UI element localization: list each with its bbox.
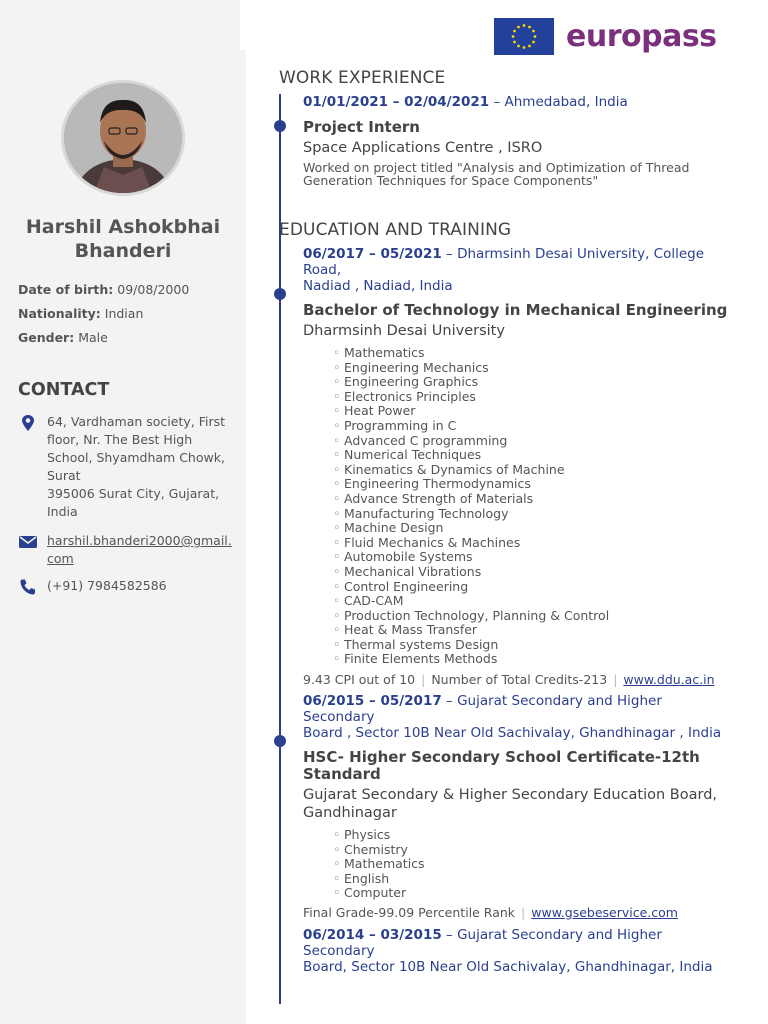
profile-name <box>0 215 246 263</box>
module-item: ◦ Control Engineering <box>333 580 733 595</box>
edu-grade: 9.43 CPI out of 10 <box>303 672 416 688</box>
edu-location-line: – Dharmsinh Desai University, College Road, <box>303 246 705 278</box>
nationality-row <box>18 306 143 321</box>
avatar <box>61 80 185 196</box>
location-icon <box>18 414 38 432</box>
gender-row <box>18 330 108 345</box>
work-desc-line: Generation Techniques for Space Components" <box>303 172 599 188</box>
gender-label: Gender: <box>18 330 75 345</box>
name-line-1: Harshil Ashokbhai <box>25 216 221 238</box>
date-range: 01/01/2021 – 02/04/2021 <box>303 94 490 110</box>
module-item: ◦ Physics <box>333 828 733 843</box>
edu-link[interactable]: www.gsebeservice.com <box>531 904 678 920</box>
work-role: Project Intern <box>303 118 420 136</box>
module-item: ◦ Manufacturing Technology <box>333 507 733 522</box>
edu-org: Dharmsinh Desai University <box>303 323 505 339</box>
edu-location-line: – Gujarat Secondary and Higher Secondary <box>303 927 662 959</box>
date-range: 06/2014 – 03/2015 <box>303 927 442 943</box>
separator: | <box>421 672 426 688</box>
module-item: ◦ English <box>333 872 733 887</box>
module-item: ◦ Electronics Principles <box>333 390 733 405</box>
edu-location-line: Board , Sector 10B Near Old Sachivalay, Ghandhinagar , India <box>303 725 722 741</box>
edu-link[interactable]: www.ddu.ac.in <box>623 672 715 688</box>
work-desc-line: Worked on project titled "Analysis and Optimization of Thread <box>303 160 690 175</box>
timeline-dot <box>274 735 286 747</box>
edu-degree-line: Standard <box>303 765 381 783</box>
address-line: 395006 Surat City, Gujarat, <box>47 486 220 501</box>
work-entry <box>303 94 733 187</box>
module-item: ◦ Numerical Techniques <box>333 448 733 463</box>
education-entry <box>303 927 733 975</box>
edu-date <box>303 246 733 294</box>
module-item: ◦ Chemistry <box>333 843 733 858</box>
separator: | <box>613 672 618 688</box>
timeline-dot <box>274 120 286 132</box>
eu-flag-icon <box>494 18 554 55</box>
nationality-value: Indian <box>104 306 144 321</box>
timeline-dot <box>274 288 286 300</box>
module-item: ◦ Mechanical Vibrations <box>333 565 733 580</box>
module-item: ◦ Fluid Mechanics & Machines <box>333 536 733 551</box>
dob-row <box>18 282 189 297</box>
edu-location-line: – Gujarat Secondary and Higher Secondary <box>303 693 662 725</box>
module-item: ◦ Engineering Graphics <box>333 375 733 390</box>
edu-meta <box>303 905 733 921</box>
date-range: 06/2015 – 05/2017 <box>303 693 442 709</box>
module-item: ◦ Engineering Mechanics <box>333 361 733 376</box>
module-list <box>333 828 733 901</box>
module-item: ◦ Thermal systems Design <box>333 638 733 653</box>
email-line: com <box>47 551 74 566</box>
email-link[interactable] <box>47 532 233 568</box>
module-list <box>333 346 733 667</box>
module-item: ◦ Engineering Thermodynamics <box>333 477 733 492</box>
section-title-education: EDUCATION AND TRAINING <box>279 220 512 240</box>
edu-degree <box>303 749 733 783</box>
module-item: ◦ Mathematics <box>333 346 733 361</box>
email-icon <box>18 533 38 551</box>
module-item: ◦ Kinematics & Dynamics of Machine <box>333 463 733 478</box>
module-item: ◦ Advanced C programming <box>333 434 733 449</box>
edu-location-line: Nadiad , Nadiad, India <box>303 278 453 294</box>
address-line: India <box>47 504 78 519</box>
phone-number: (+91) 7984582586 <box>47 578 167 593</box>
edu-org-line: Gujarat Secondary & Higher Secondary Education Board, <box>303 787 718 803</box>
dob-label: Date of birth: <box>18 282 114 297</box>
email-line: harshil.bhanderi2000@gmail. <box>47 533 232 548</box>
europass-wordmark: europass <box>566 19 717 54</box>
name-line-2: Bhanderi <box>74 240 172 262</box>
email-row <box>18 532 233 568</box>
education-entry <box>303 693 733 921</box>
europass-logo <box>494 18 717 56</box>
module-item: ◦ Programming in C <box>333 419 733 434</box>
edu-date <box>303 693 733 741</box>
education-entry <box>303 246 733 688</box>
edu-org-line: Gandhinagar <box>303 805 397 821</box>
address-line: floor, Nr. The Best High <box>47 432 193 447</box>
module-item: ◦ CAD-CAM <box>333 594 733 609</box>
edu-org <box>303 786 733 822</box>
edu-grade: Final Grade-99.09 Percentile Rank <box>303 904 516 920</box>
contact-title: CONTACT <box>18 380 110 400</box>
address-line: School, Shyamdham Chowk, <box>47 450 225 465</box>
edu-location-line: Board, Sector 10B Near Old Sachivalay, Ghandhinagar, India <box>303 959 713 975</box>
edu-date <box>303 927 733 975</box>
phone-row <box>18 577 233 595</box>
nationality-label: Nationality: <box>18 306 101 321</box>
edu-meta <box>303 672 733 688</box>
module-item: ◦ Finite Elements Methods <box>333 652 733 667</box>
work-date <box>303 94 733 110</box>
module-item: ◦ Production Technology, Planning & Control <box>333 609 733 624</box>
module-item: ◦ Automobile Systems <box>333 550 733 565</box>
dob-value: 09/08/2000 <box>117 282 190 297</box>
address-line: 64, Vardhaman society, First <box>47 414 226 429</box>
date-range: 06/2017 – 05/2021 <box>303 246 442 262</box>
module-item: ◦ Mathematics <box>333 857 733 872</box>
section-title-work: WORK EXPERIENCE <box>279 68 446 88</box>
edu-degree-line: HSC- Higher Secondary School Certificate-12th <box>303 748 700 766</box>
work-org: Space Applications Centre , ISRO <box>303 140 543 156</box>
module-item: ◦ Machine Design <box>333 521 733 536</box>
module-item: ◦ Advance Strength of Materials <box>333 492 733 507</box>
edu-credits: Number of Total Credits-213 <box>431 672 608 688</box>
module-item: ◦ Heat Power <box>333 404 733 419</box>
edu-degree: Bachelor of Technology in Mechanical Engineering <box>303 301 728 319</box>
module-item: ◦ Heat & Mass Transfer <box>333 623 733 638</box>
module-item: ◦ Computer <box>333 886 733 901</box>
address-row <box>18 413 233 521</box>
separator: | <box>521 904 526 920</box>
phone-icon <box>18 578 38 596</box>
sidebar-notch <box>240 0 246 50</box>
work-location: – Ahmedabad, India <box>489 94 628 110</box>
address-line: Surat <box>47 468 81 483</box>
gender-value: Male <box>78 330 108 345</box>
